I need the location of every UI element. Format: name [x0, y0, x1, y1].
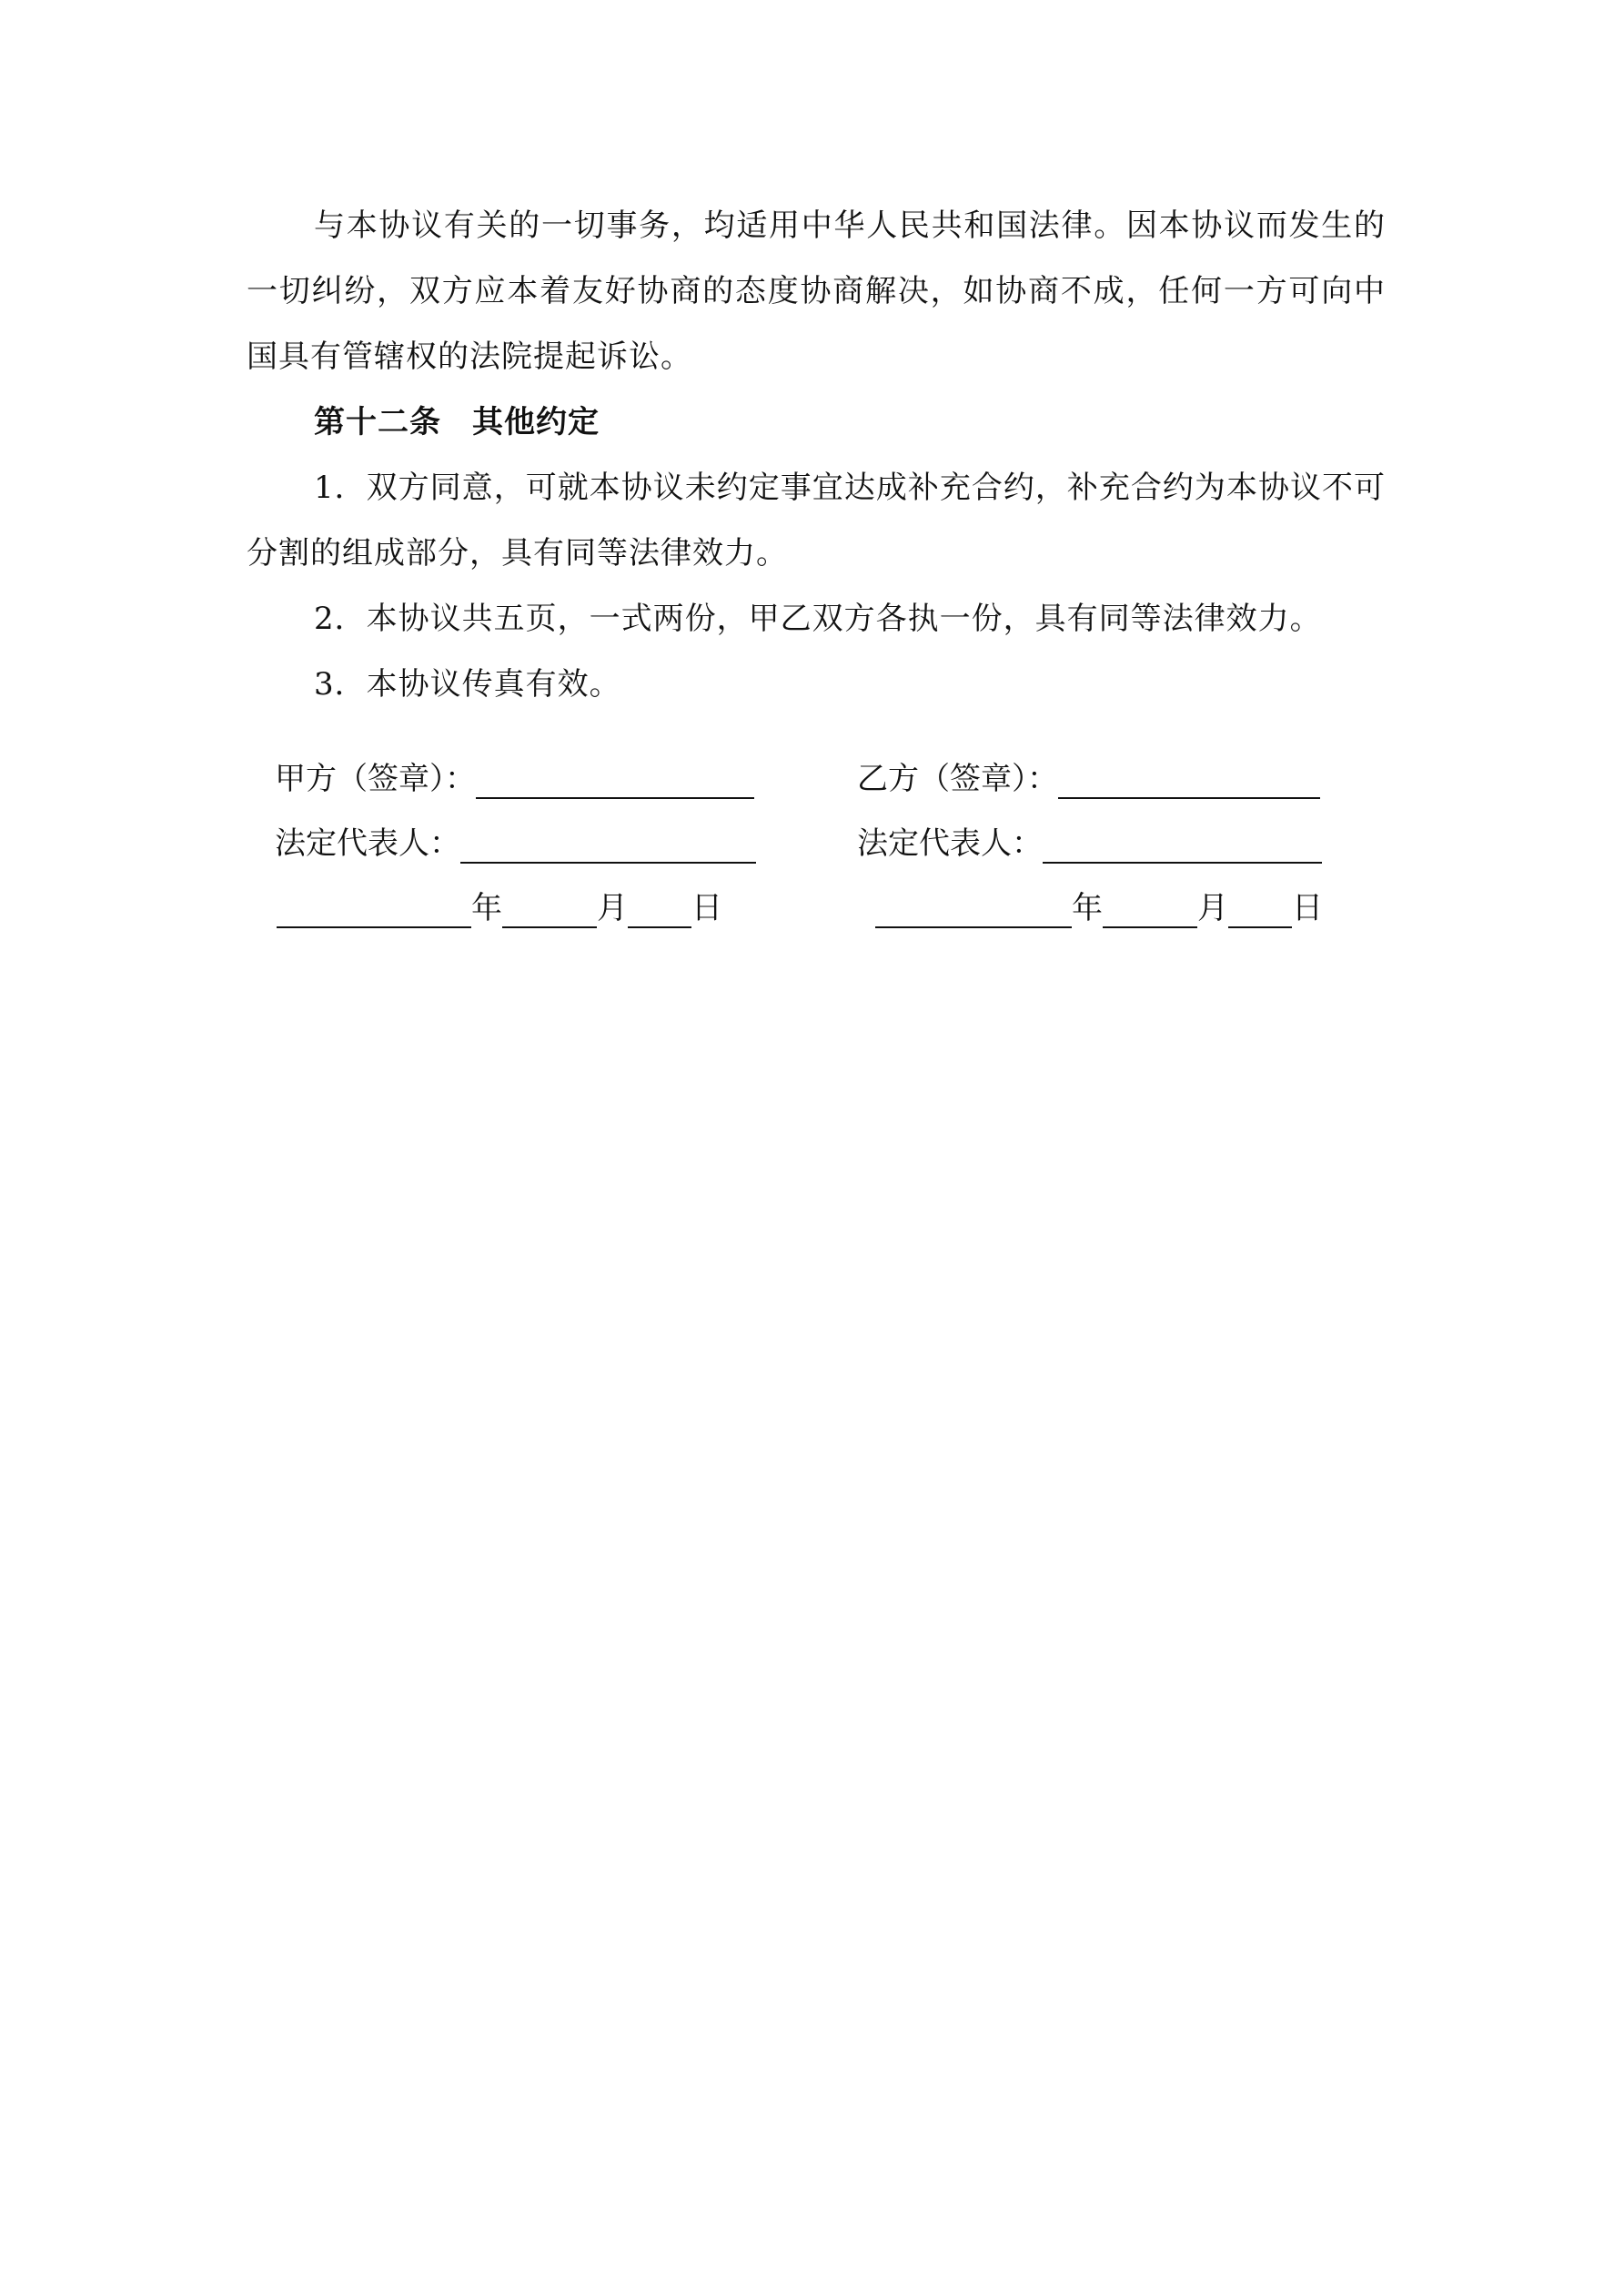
- party-b-year-blank[interactable]: [875, 895, 1072, 928]
- article-12-heading: [247, 389, 1386, 455]
- party-b-day-blank[interactable]: [1228, 895, 1292, 928]
- party-a-signature-blank[interactable]: [476, 766, 754, 799]
- party-a-representative-line: [275, 824, 756, 864]
- party-a-year-label: 年: [471, 890, 502, 926]
- party-a-rep-blank[interactable]: [460, 831, 756, 864]
- party-b-label: 乙方（签章）：: [857, 761, 1058, 797]
- party-a-signature-line: [275, 759, 754, 799]
- party-a-month-label: 月: [597, 890, 628, 926]
- article-12-title: 其他约定: [472, 404, 600, 440]
- party-a-rep-label: 法定代表人：: [275, 825, 460, 862]
- party-b-signature-blank[interactable]: [1058, 766, 1320, 799]
- party-b-date-line: [875, 888, 1323, 928]
- party-b-month-blank[interactable]: [1103, 895, 1197, 928]
- clause-item-1: 1．双方同意，可就本协议未约定事宜达成补充合约，补充合约为本协议不可分割的组成部分，具有同等法律效力。: [247, 470, 1386, 571]
- party-b-signature-line: [857, 759, 1320, 799]
- governing-law-paragraph: 与本协议有关的一切事务，均适用中华人民共和国法律。因本协议而发生的一切纠纷，双方应本着友好协商的态度协商解决，如协商不成，任何一方可向中国具有管辖权的法院提起诉讼。: [247, 207, 1386, 375]
- party-b-month-label: 月: [1197, 890, 1228, 926]
- clause-item-2: 2．本协议共五页，一式两份，甲乙双方各执一份，具有同等法律效力。: [314, 601, 1322, 637]
- party-a-date-line: [277, 888, 722, 928]
- clause-item-3: 3．本协议传真有效。: [314, 666, 621, 703]
- document-body: [247, 193, 1386, 717]
- party-b-year-label: 年: [1072, 890, 1103, 926]
- party-b-representative-line: [857, 824, 1322, 864]
- party-b-rep-blank[interactable]: [1043, 831, 1322, 864]
- party-b-day-label: 日: [1292, 890, 1323, 926]
- party-b-rep-label: 法定代表人：: [857, 825, 1043, 862]
- party-a-day-label: 日: [691, 890, 722, 926]
- article-12-number: 第十二条: [314, 404, 441, 440]
- party-a-year-blank[interactable]: [277, 895, 471, 928]
- party-a-label: 甲方（签章）：: [275, 761, 476, 797]
- party-a-day-blank[interactable]: [628, 895, 691, 928]
- party-a-month-blank[interactable]: [502, 895, 597, 928]
